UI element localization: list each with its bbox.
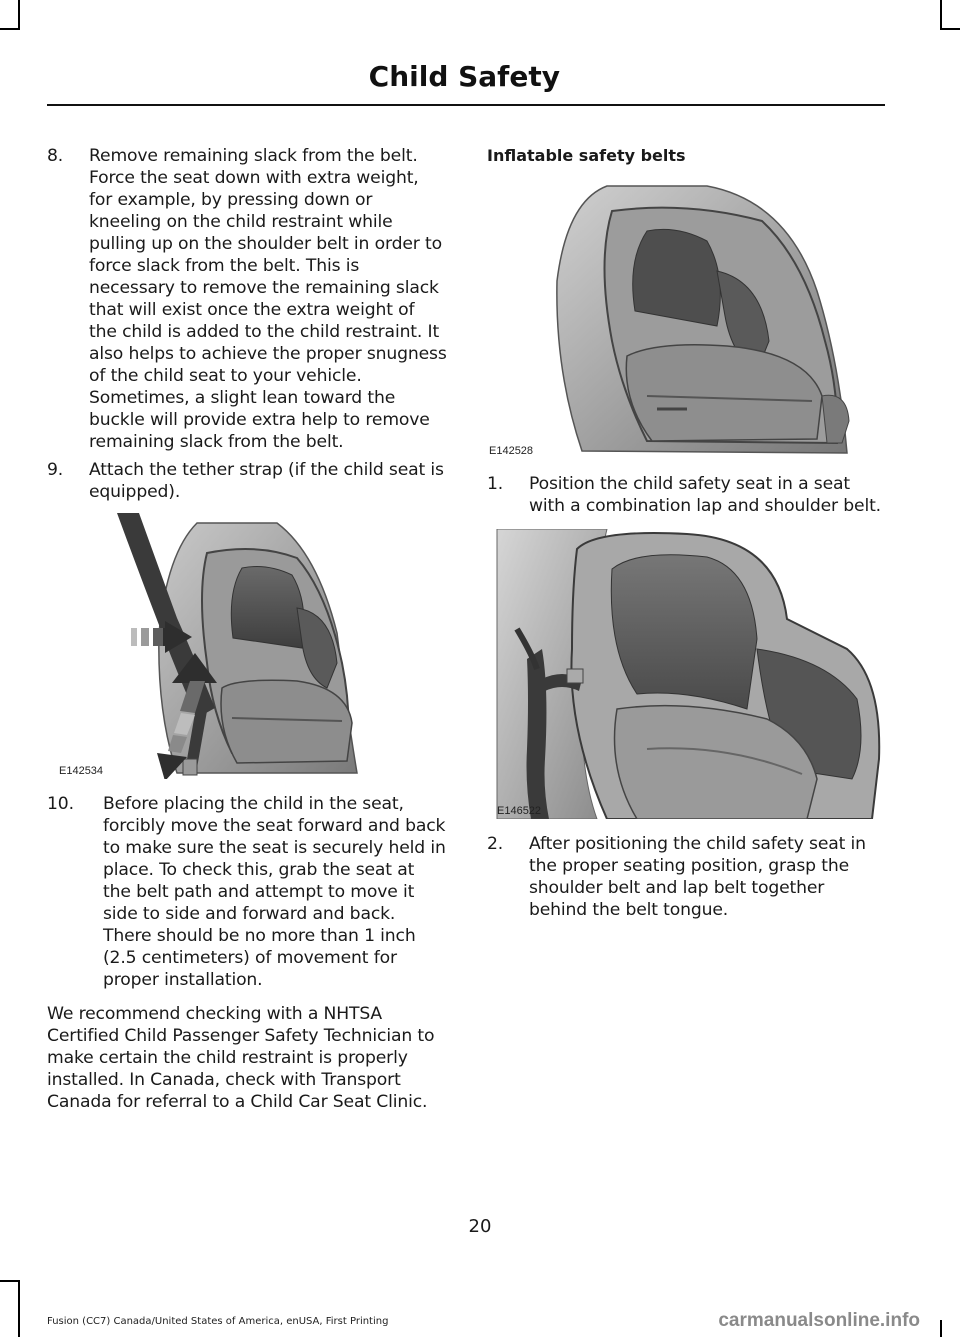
crop-mark: [940, 1320, 942, 1337]
left-column: [47, 145, 447, 1113]
figure-code: E142528: [489, 445, 534, 457]
step-text: Remove remaining slack from the belt. Force the seat down with extra weight, for example, by pressing down or kneeling on the child restraint while pulling up on the shoulder belt in order to force slack from the belt. This is necessary to remove the remaining slack that will exist once the extra weight of the child is added to the child restraint. It also helps to achieve the proper snugness of the child seat to your vehicle. Sometimes, a slight lean toward the buckle will provide extra help to remove remaining slack from the belt.: [89, 146, 447, 452]
step-8: [47, 145, 447, 453]
crop-mark: [18, 1280, 20, 1337]
step-number: 10.: [47, 794, 74, 814]
crop-mark: [0, 1280, 20, 1282]
step-text: Attach the tether strap (if the child seat is equipped).: [89, 460, 444, 502]
paragraph-nhtsa: We recommend checking with a NHTSA Certified Child Passenger Safety Technician to make certain the child restraint is properly installed. In Canada, check with Transport Canada for referral to a Child Car Seat Clinic.: [47, 1004, 435, 1112]
step-number: 1.: [487, 474, 504, 494]
header-rule: [47, 104, 885, 106]
child-seat-tether-illustration: [47, 513, 447, 779]
figure-tether-strap: [47, 513, 447, 779]
step-9: [47, 459, 447, 503]
section-heading: Inflatable safety belts: [487, 146, 686, 165]
figure-child-seat: [487, 181, 887, 459]
figure-code: E146522: [497, 805, 542, 817]
footer-note: Fusion (CC7) Canada/United States of America, enUSA, First Printing: [47, 1316, 389, 1327]
step-number: 2.: [487, 834, 504, 854]
step-1: [487, 473, 887, 517]
crop-mark: [18, 0, 20, 30]
step-number: 8.: [47, 146, 64, 166]
step-text: After positioning the child safety seat in the proper seating position, grasp the shoulder belt and lap belt together behind the belt tongue.: [529, 834, 866, 920]
step-10: [47, 793, 447, 991]
figure-code: E142534: [59, 765, 104, 777]
page-number: 20: [468, 1216, 492, 1237]
watermark: carmanualsonline.info: [718, 1310, 920, 1331]
inflatable-belt-illustration: [487, 529, 887, 819]
crop-mark: [0, 28, 20, 30]
step-2: [487, 833, 887, 921]
step-number: 9.: [47, 460, 64, 480]
right-column: [487, 145, 887, 927]
crop-mark: [940, 0, 942, 30]
child-seat-illustration: [487, 181, 887, 459]
crop-mark: [940, 28, 960, 30]
page-title: Child Safety: [368, 60, 560, 93]
step-text: Before placing the child in the seat, forcibly move the seat forward and back to make sure the seat is securely held in place. To check this, grab the seat at the belt path and attempt to move it side to side and forward and back. There should be no more than 1 inch (2.5 centimeters) of movement for proper installation.: [103, 794, 446, 990]
figure-seat-belt: [487, 529, 887, 819]
step-text: Position the child safety seat in a seat with a combination lap and shoulder belt.: [529, 474, 881, 516]
